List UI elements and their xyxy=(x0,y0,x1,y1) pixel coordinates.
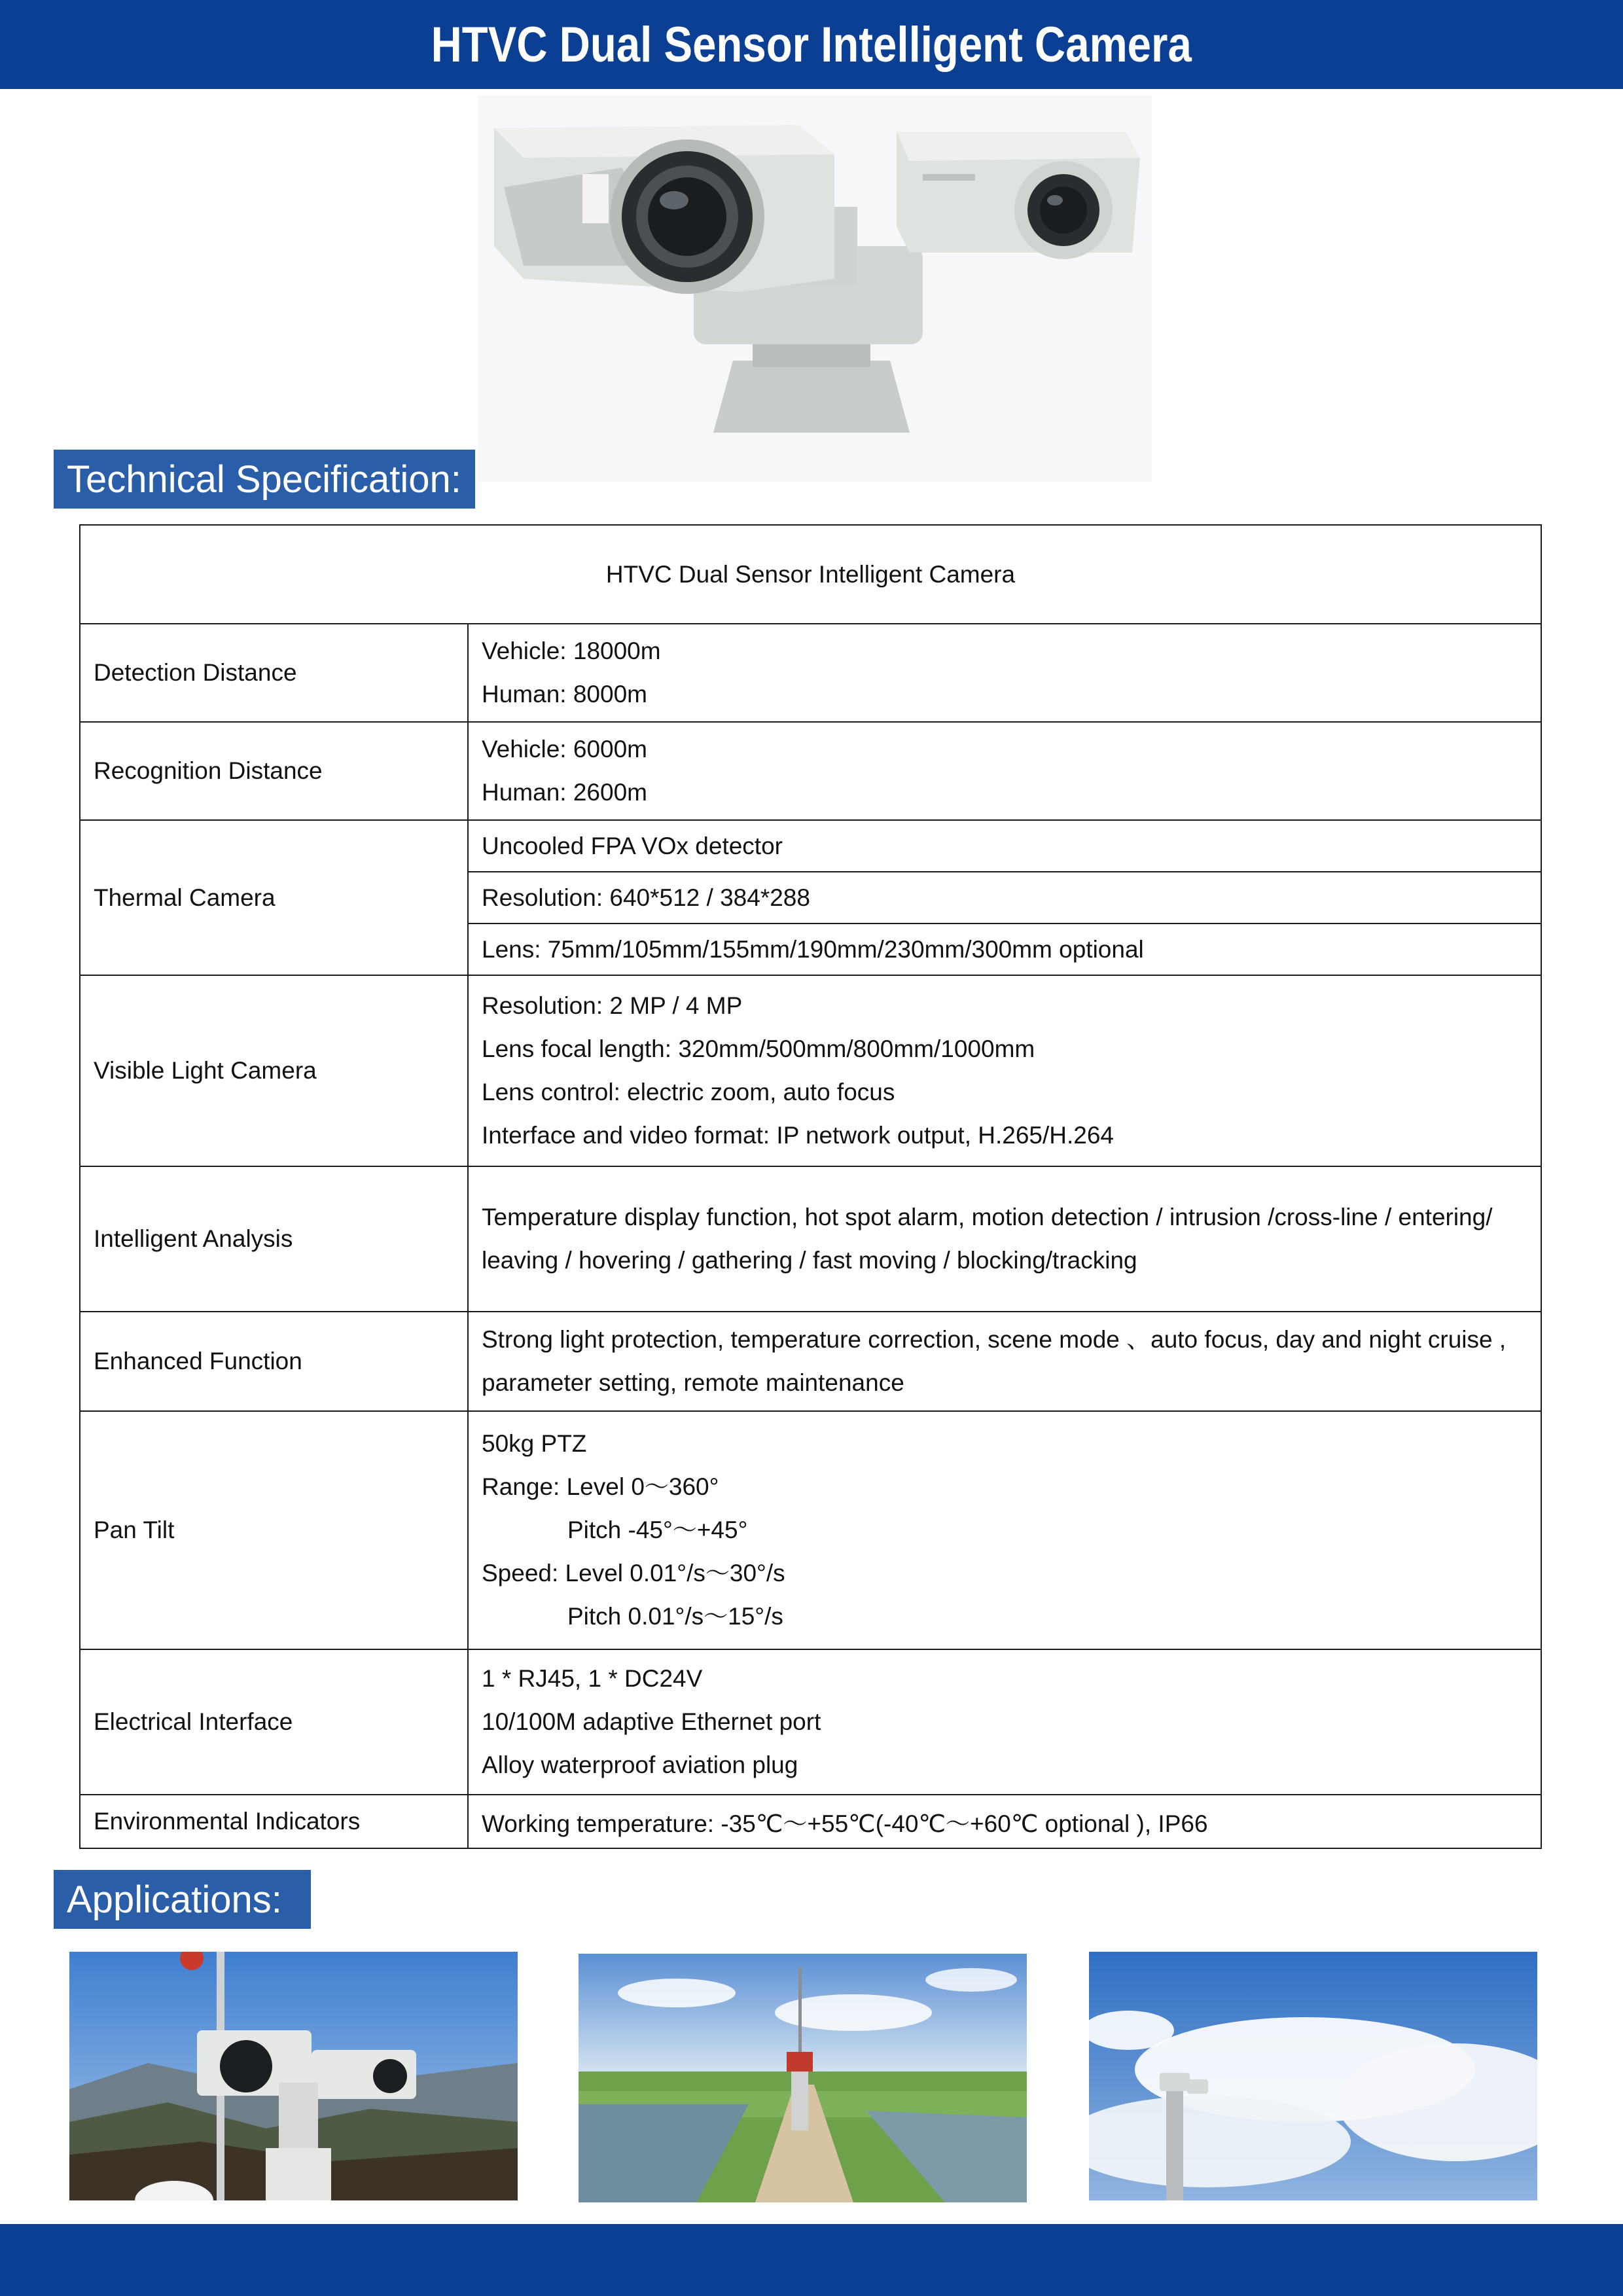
value-line: Lens focal length: 320mm/500mm/800mm/1000mm xyxy=(482,1035,1035,1062)
row-value-thermal-detector: Uncooled FPA VOx detector xyxy=(468,820,1541,872)
row-label-pantilt: Pan Tilt xyxy=(80,1411,468,1649)
row-label-environmental: Environmental Indicators xyxy=(80,1795,468,1848)
row-label-enhanced: Enhanced Function xyxy=(80,1312,468,1411)
title-banner xyxy=(0,0,1623,89)
row-value-visible xyxy=(468,975,1541,1166)
value-line: Pitch 0.01°/s～15°/s xyxy=(567,1603,783,1630)
value-line: 50kg PTZ xyxy=(482,1430,587,1457)
table-row xyxy=(80,820,1541,872)
table-row xyxy=(80,1411,1541,1649)
value-line: Vehicle: 6000m xyxy=(482,736,648,762)
table-row xyxy=(80,624,1541,722)
value-line: Pitch -45°～+45° xyxy=(567,1516,748,1543)
application-photo-aerial xyxy=(579,1954,1027,2202)
product-camera-image xyxy=(478,96,1152,482)
row-label-thermal: Thermal Camera xyxy=(80,820,468,975)
row-label-detection: Detection Distance xyxy=(80,624,468,722)
table-row xyxy=(80,1312,1541,1411)
table-title: HTVC Dual Sensor Intelligent Camera xyxy=(80,525,1541,624)
value-line: Human: 8000m xyxy=(482,681,647,708)
technical-specification-label: Technical Specification: xyxy=(54,450,475,509)
row-value-thermal-lens: Lens: 75mm/105mm/155mm/190mm/230mm/300mm optional xyxy=(468,924,1541,975)
applications-label: Applications: xyxy=(54,1870,311,1929)
value-line: Vehicle: 18000m xyxy=(482,637,661,664)
application-photo-mountain xyxy=(69,1952,518,2200)
row-value-intelligent: Temperature display function, hot spot alarm, motion detection / intrusion /cross-line / entering/ leaving / hovering / gathering / fast moving / blocking/tracking xyxy=(468,1166,1541,1312)
row-value-enhanced: Strong light protection, temperature correction, scene mode 、auto focus, day and night cruise , parameter setting, remote maintenance xyxy=(468,1312,1541,1411)
value-line: 10/100M adaptive Ethernet port xyxy=(482,1708,821,1735)
table-title-row xyxy=(80,525,1541,624)
value-line: Range: Level 0～360° xyxy=(482,1473,719,1500)
table-row xyxy=(80,1649,1541,1795)
row-value-environmental: Working temperature: -35℃～+55℃(-40℃～+60℃ optional ), IP66 xyxy=(468,1795,1541,1848)
table-row xyxy=(80,975,1541,1166)
value-line: Speed: Level 0.01°/s～30°/s xyxy=(482,1560,785,1587)
row-label-electrical: Electrical Interface xyxy=(80,1649,468,1795)
value-line: Interface and video format: IP network output, H.265/H.264 xyxy=(482,1122,1114,1149)
table-row xyxy=(80,1166,1541,1312)
row-label-visible: Visible Light Camera xyxy=(80,975,468,1166)
footer-bar xyxy=(0,2224,1623,2296)
row-label-recognition: Recognition Distance xyxy=(80,722,468,820)
table-row xyxy=(80,722,1541,820)
row-value-detection xyxy=(468,624,1541,722)
row-value-electrical xyxy=(468,1649,1541,1795)
row-label-intelligent: Intelligent Analysis xyxy=(80,1166,468,1312)
table-row xyxy=(80,1795,1541,1848)
value-line: Alloy waterproof aviation plug xyxy=(482,1751,798,1778)
row-value-recognition xyxy=(468,722,1541,820)
value-line: Resolution: 2 MP / 4 MP xyxy=(482,992,743,1019)
application-photo-sky xyxy=(1089,1952,1537,2200)
row-value-pantilt xyxy=(468,1411,1541,1649)
page-title: HTVC Dual Sensor Intelligent Camera xyxy=(431,16,1192,73)
value-line: Lens control: electric zoom, auto focus xyxy=(482,1079,895,1105)
value-line: Human: 2600m xyxy=(482,779,647,806)
specification-table xyxy=(79,524,1542,1849)
row-value-thermal-resolution: Resolution: 640*512 / 384*288 xyxy=(468,872,1541,924)
value-line: 1 * RJ45, 1 * DC24V xyxy=(482,1665,703,1692)
